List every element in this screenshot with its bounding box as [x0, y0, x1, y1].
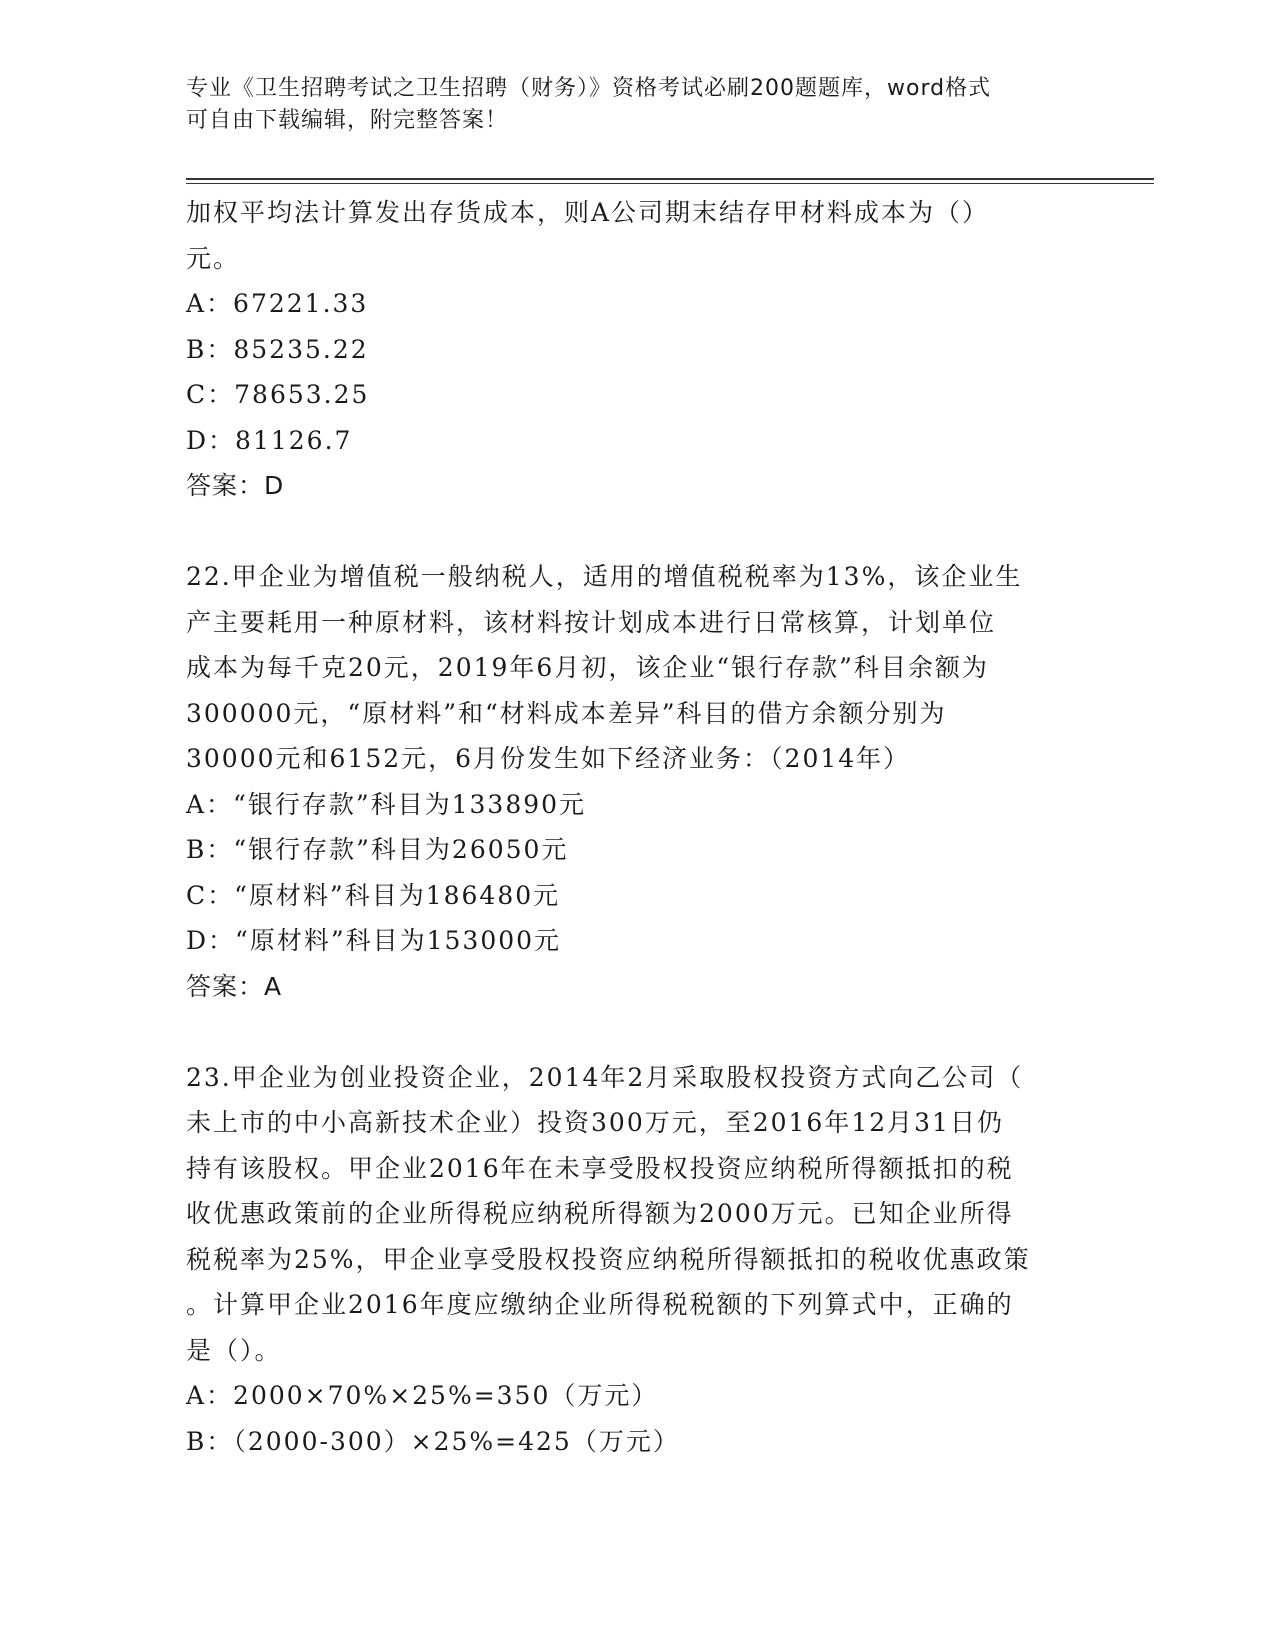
- option-b: B：85235.22: [186, 334, 369, 364]
- header-divider-thick: [186, 178, 1154, 180]
- option-a: A：2000×70%×25%=350（万元）: [186, 1381, 659, 1410]
- page-header: [186, 73, 1086, 137]
- option-c: C：“原材料”科目为186480元: [186, 880, 561, 910]
- question-stem-line: 30000元和6152元，6月份发生如下经济业务：（2014年）: [186, 744, 911, 773]
- question-stem-line: 成本为每千克20元，2019年6月初，该企业“银行存款”科目余额为: [186, 653, 989, 682]
- question-23: [186, 1055, 1086, 1465]
- question-stem-line: 收优惠政策前的企业所得税应纳税所得额为2000万元。已知企业所得: [186, 1199, 1014, 1228]
- option-b: B：（2000-300）×25%=425（万元）: [186, 1426, 680, 1456]
- question-stem-line: 产主要耗用一种原材料，该材料按计划成本进行日常核算，计划单位: [186, 607, 997, 637]
- document-body: [186, 190, 1086, 1464]
- spacer: [186, 1009, 1086, 1055]
- option-a: A：“银行存款”科目为133890元: [186, 789, 587, 819]
- question-stem-line: 300000元，“原材料”和“材料成本差异”科目的借方余额分别为: [186, 698, 947, 728]
- question-stem-line: 元。: [186, 243, 241, 273]
- header-line-2: 可自由下载编辑，附完整答案！: [186, 108, 509, 133]
- question-22: [186, 554, 1086, 1009]
- option-d: D：“原材料”科目为153000元: [186, 926, 562, 955]
- question-stem-line: 22.甲企业为增值税一般纳税人，适用的增值税税率为13%，该企业生: [186, 562, 1023, 591]
- option-d: D：81126.7: [186, 425, 353, 455]
- spacer: [186, 509, 1086, 555]
- option-a: A：67221.33: [186, 289, 369, 318]
- question-stem-line: 持有该股权。甲企业2016年在未享受股权投资应纳税所得额抵扣的税: [186, 1153, 1014, 1183]
- option-b: B：“银行存款”科目为26050元: [186, 835, 569, 864]
- answer-line: 答案：D: [186, 471, 285, 500]
- question-stem-line: 未上市的中小高新技术企业）投资300万元，至2016年12月31日仍: [186, 1108, 1004, 1137]
- question-stem-line: 税税率为25%，甲企业享受股权投资应纳税所得额抵扣的税收优惠政策: [186, 1244, 1031, 1274]
- question-21: [186, 190, 1086, 509]
- header-line-1: 专业《卫生招聘考试之卫生招聘（财务）》资格考试必刷200题题库，word格式: [186, 76, 992, 101]
- question-stem-line: 23.甲企业为创业投资企业，2014年2月采取股权投资方式向乙公司（: [186, 1062, 1024, 1092]
- answer-line: 答案：A: [186, 971, 283, 1001]
- header-divider-thin: [186, 183, 1154, 184]
- question-stem-line: 是（）。: [186, 1335, 282, 1365]
- question-stem-line: 。计算甲企业2016年度应缴纳企业所得税税额的下列算式中，正确的: [186, 1290, 1014, 1319]
- question-stem-line: 加权平均法计算发出存货成本，则A公司期末结存甲材料成本为（）: [186, 198, 990, 227]
- option-c: C：78653.25: [186, 380, 370, 409]
